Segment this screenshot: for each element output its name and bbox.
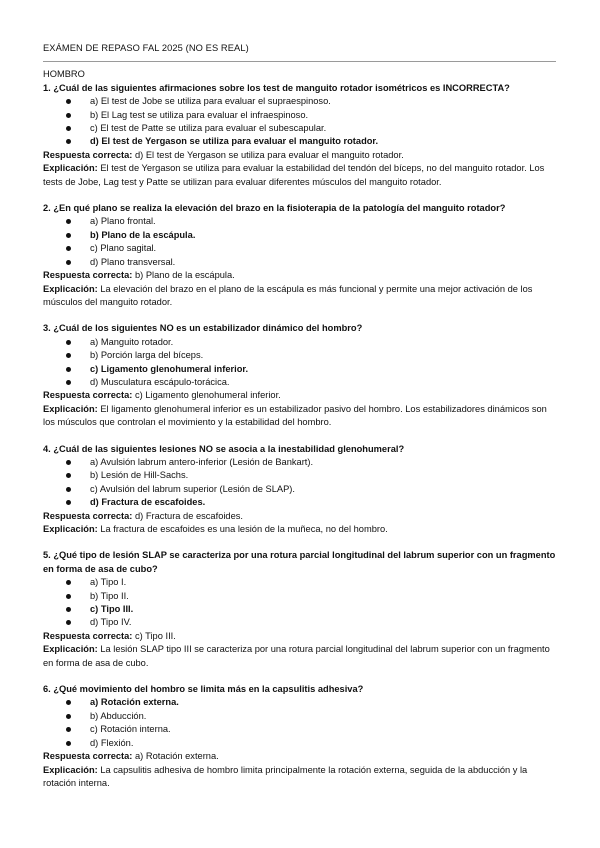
spacer — [43, 309, 560, 322]
option-d: d) Flexión. — [43, 737, 560, 750]
options-list — [43, 95, 560, 149]
question-5 — [43, 549, 560, 670]
option-c: c) Rotación interna. — [43, 723, 560, 736]
explanation-label: Explicación: — [43, 163, 98, 174]
question-text: 5. ¿Qué tipo de lesión SLAP se caracteriza por una rotura parcial longitudinal del labrum superior con un fragmento en forma de asa de cubo? — [43, 550, 556, 574]
explanation-line — [43, 162, 560, 189]
document-title: EXÁMEN DE REPASO FAL 2025 (NO ES REAL) — [43, 43, 249, 53]
question-2 — [43, 202, 560, 309]
option-a: a) El test de Jobe se utiliza para evaluar el supraespinoso. — [43, 95, 560, 108]
option-a: a) Manguito rotador. — [43, 336, 560, 349]
question-3 — [43, 322, 560, 429]
answer-label: Respuesta correcta: — [43, 270, 133, 281]
option-d-correct: d) El test de Yergason se utiliza para evaluar el manguito rotador. — [43, 135, 560, 148]
answer-label: Respuesta correcta: — [43, 390, 133, 401]
spacer — [43, 189, 560, 202]
answer-line — [43, 389, 560, 402]
answer-label: Respuesta correcta: — [43, 510, 133, 521]
options-list — [43, 576, 560, 630]
explanation-text: La capsulitis adhesiva de hombro limita principalmente la rotación externa, seguida de la abducción y la rotación interna. — [43, 764, 528, 788]
explanation-line — [43, 643, 560, 670]
answer-label: Respuesta correcta: — [43, 751, 133, 762]
options-list — [43, 456, 560, 510]
answer-value: d) El test de Yergason se utiliza para evaluar el manguito rotador. — [135, 149, 404, 160]
option-b: b) El Lag test se utiliza para evaluar el infraespinoso. — [43, 109, 560, 122]
explanation-text: La lesión SLAP tipo III se caracteriza por una rotura parcial longitudinal del labrum superior con un fragmento en forma de asa de cubo. — [43, 644, 550, 668]
option-b: b) Lesión de Hill-Sachs. — [43, 469, 560, 482]
answer-value: c) Ligamento glenohumeral inferior. — [135, 390, 281, 401]
question-6 — [43, 683, 560, 790]
explanation-label: Explicación: — [43, 644, 98, 655]
explanation-label: Explicación: — [43, 764, 98, 775]
answer-label: Respuesta correcta: — [43, 149, 133, 160]
explanation-text: La elevación del brazo en el plano de la escápula es más funcional y permite una mejor activación de los músculos del manguito rotador. — [43, 283, 533, 307]
option-d: d) Plano transversal. — [43, 256, 560, 269]
explanation-label: Explicación: — [43, 524, 98, 534]
options-list — [43, 336, 560, 390]
explanation-text: El ligamento glenohumeral inferior es un estabilizador pasivo del hombro. Los estabilizadores dinámicos son los músculos que controlan el movimiento y la estabilidad del hombro. — [43, 403, 547, 428]
question-text: 4. ¿Cuál de las siguientes lesiones NO se asocia a la inestabilidad glenohumeral? — [43, 443, 405, 454]
option-c-correct: c) Ligamento glenohumeral inferior. — [43, 363, 560, 376]
section-title: HOMBRO — [43, 69, 85, 80]
question-text: 2. ¿En qué plano se realiza la elevación del brazo en la fisioterapia de la patología del manguito rotador? — [43, 203, 506, 214]
option-c: c) Avulsión del labrum superior (Lesión de SLAP). — [43, 483, 560, 496]
spacer — [43, 670, 560, 683]
options-list — [43, 215, 560, 269]
option-d-correct: d) Fractura de escafoides. — [43, 496, 560, 509]
option-a: a) Plano frontal. — [43, 215, 560, 228]
question-1 — [43, 82, 560, 189]
option-a-correct: a) Rotación externa. — [43, 696, 560, 709]
question-text: 3. ¿Cuál de los siguientes NO es un estabilizador dinámico del hombro? — [43, 323, 363, 334]
title-divider — [43, 61, 556, 62]
answer-label: Respuesta correcta: — [43, 630, 133, 641]
explanation-label: Explicación: — [43, 403, 98, 414]
option-b: b) Tipo II. — [43, 590, 560, 603]
explanation-label: Explicación: — [43, 283, 98, 294]
option-c: c) Plano sagital. — [43, 242, 560, 255]
explanation-line — [43, 403, 560, 430]
answer-value: d) Fractura de escafoides. — [135, 510, 243, 521]
question-text: 1. ¿Cuál de las siguientes afirmaciones sobre los test de manguito rotador isométricos es INCORRECTA? — [43, 82, 510, 93]
answer-line — [43, 630, 560, 643]
option-a: a) Avulsión labrum antero-inferior (Lesión de Bankart). — [43, 456, 560, 469]
answer-line — [43, 149, 560, 162]
explanation-text: La fractura de escafoides es una lesión de la muñeca, no del hombro. — [100, 524, 388, 534]
option-d: d) Musculatura escápulo-torácica. — [43, 376, 560, 389]
explanation-text: El test de Yergason se utiliza para evaluar la estabilidad del tendón del bíceps, no del manguito rotador. Los tests de Jobe, Lag test y Patte se utilizan para evaluar diferentes músculos del manguito rotador. — [43, 163, 545, 187]
spacer — [43, 430, 560, 443]
option-a: a) Tipo I. — [43, 576, 560, 589]
answer-line — [43, 510, 560, 523]
option-d: d) Tipo IV. — [43, 616, 560, 629]
question-text: 6. ¿Qué movimiento del hombro se limita más en la capsulitis adhesiva? — [43, 684, 364, 695]
explanation-line — [43, 764, 560, 791]
answer-line — [43, 269, 560, 282]
spacer — [43, 536, 560, 549]
option-c-correct: c) Tipo III. — [43, 603, 560, 616]
option-c: c) El test de Patte se utiliza para evaluar el subescapular. — [43, 122, 560, 135]
answer-line — [43, 750, 560, 763]
answer-value: a) Rotación externa. — [135, 751, 219, 762]
option-b-correct: b) Plano de la escápula. — [43, 229, 560, 242]
explanation-line — [43, 523, 560, 536]
options-list — [43, 696, 560, 750]
explanation-line — [43, 283, 560, 310]
option-b: b) Porción larga del bíceps. — [43, 349, 560, 362]
question-4 — [43, 443, 560, 537]
answer-value: b) Plano de la escápula. — [135, 270, 235, 281]
option-b: b) Abducción. — [43, 710, 560, 723]
answer-value: c) Tipo III. — [135, 630, 176, 641]
